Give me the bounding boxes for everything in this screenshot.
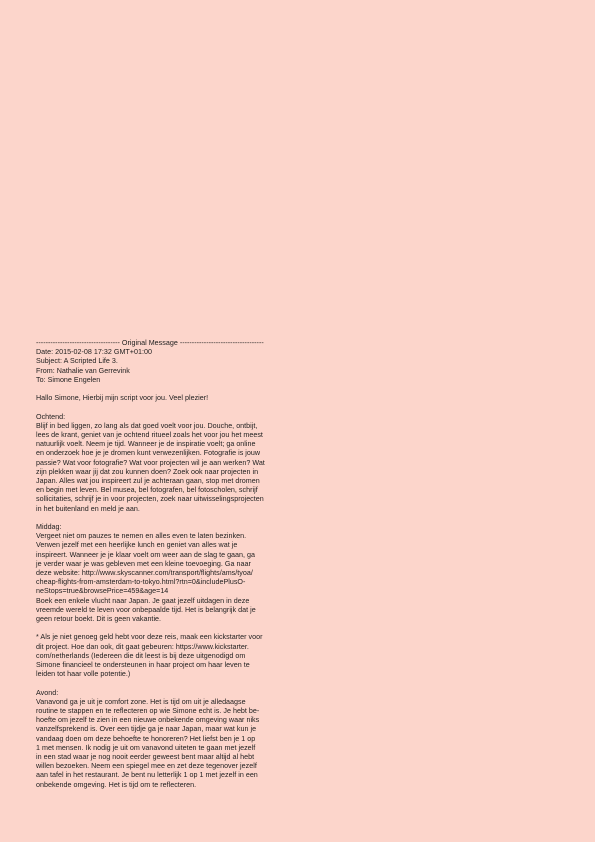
paragraph-line: sollicitaties, schrijf je in voor projecten, zoek naar uitwisselingsprojecten: [36, 495, 264, 504]
paragraph-line: routine te stappen en te reflecteren op wie Simone echt is. Je hebt be-: [36, 707, 260, 716]
paragraph-line: onbekende omgeving. Het is tijd om te reflecteren.: [36, 780, 197, 789]
email-date: Date: 2015-02-08 17:32 GMT+01:00: [36, 348, 152, 357]
paragraph-line: je verder waar je was gebleven met een kleine toevoeging. Ga naar: [36, 559, 251, 568]
paragraph-line: natuurlijk voelt. Neem je tijd. Wanneer je de inspiratie voelt; ga online: [36, 440, 256, 449]
skyscanner-link-line[interactable]: deze website: http://www.skyscanner.com/transport/flights/ams/tyoa/: [36, 569, 253, 578]
paragraph-line: Vergeet niet om pauzes te nemen en alles even te laten bezinken.: [36, 532, 247, 541]
email-from: From: Nathalie van Gerrevink: [36, 366, 130, 375]
section-heading: Middag:: [36, 523, 62, 532]
paragraph-line: Vanavond ga je uit je comfort zone. Het is tijd om uit je alledaagse: [36, 697, 246, 706]
email-to: To: Simone Engelen: [36, 375, 101, 384]
paragraph-line: aan tafel in het restaurant. Je bent nu letterlijk 1 op 1 met jezelf in een: [36, 771, 258, 780]
paragraph-line: in een stad waar je nog nooit eerder geweest bent maar altijd al hebt: [36, 753, 255, 762]
paragraph-line: vanzelfsprekend is. Over een tijdje ga je naar Japan, maar wat kun je: [36, 725, 257, 734]
paragraph-line: hoefte om jezelf te zien in een nieuwe onbekende omgeving waar niks: [36, 716, 260, 725]
kickstarter-link-line[interactable]: dit project. Hoe dan ook, dit gaat gebeuren: https://www.kickstarter.: [36, 642, 249, 651]
greeting: Hallo Simone, Hierbij mijn script voor jou. Veel plezier!: [36, 394, 209, 403]
paragraph-line: vreemde wereld te leven voor onbepaalde tijd. Het is belangrijk dat je: [36, 605, 256, 614]
section-heading: Ochtend:: [36, 412, 66, 421]
paragraph-line: inspireert. Wanneer je je klaar voelt om weer aan de slag te gaan, ga: [36, 550, 256, 559]
original-message-divider: ----------------------------------- Original Message -----------------------------------: [36, 339, 264, 347]
paragraph-line: lees de krant, geniet van je ochtend ritueel zoals het voor jou het meest: [36, 431, 263, 439]
skyscanner-link-line[interactable]: cheap-flights-from-amsterdam-to-tokyo.html?rtn=0&includePlusO-: [36, 578, 246, 587]
spacer: [36, 385, 298, 394]
paragraph-line: passie? Wat voor fotografie? Wat voor projecten wil je aan werken? Wat: [36, 458, 265, 467]
paragraph-line: leiden tot haar volle potentie.): [36, 670, 131, 679]
paragraph-line: geen retour boekt. Dit is geen vakantie.: [36, 615, 162, 624]
paragraph-line: en begin met leven. Bel musea, bel fotografen, bel fotoscholen, schrijf: [36, 486, 258, 495]
paragraph-line: 1 met mensen. Ik nodig je uit om vanavond uiteten te gaan met jezelf: [36, 743, 256, 752]
section-ochtend: [36, 413, 298, 514]
paragraph-line: en onderzoek hoe je je dromen kunt verwezenlijken. Fotografie is jouw: [36, 449, 261, 458]
spacer: [36, 514, 298, 523]
section-heading: Avond:: [36, 688, 59, 697]
email-header: [36, 339, 298, 385]
paragraph-line: * Als je niet genoeg geld hebt voor deze reis, maak een kickstarter voor: [36, 633, 263, 642]
paragraph-line: in het buitenland en meld je aan.: [36, 504, 140, 513]
email-subject: Subject: A Scripted Life 3.: [36, 357, 118, 366]
paragraph-line: zijn plekken waar jij dat zou kunnen doen? Zoek ook naar projecten in: [36, 467, 259, 476]
paragraph-line: Simone financieel te ondersteunen in haar project om haar leven te: [36, 661, 250, 670]
section-middag: [36, 523, 298, 624]
kickstarter-link-line[interactable]: com/netherlands (Iedereen die dit leest is bij deze uitgenodigd om: [36, 651, 246, 660]
paragraph-line: Boek een enkele vlucht naar Japan. Je gaat jezelf uitdagen in deze: [36, 596, 250, 605]
spacer: [36, 679, 298, 688]
spacer: [36, 403, 298, 412]
paragraph-line: Verwen jezelf met een heerlijke lunch en geniet van alles wat je: [36, 541, 238, 550]
section-avond: [36, 689, 298, 790]
spacer: [36, 624, 298, 633]
email-letter: [36, 339, 298, 790]
paragraph-line: Blijf in bed liggen, zo lang als dat goed voelt voor jou. Douche, ontbijt,: [36, 421, 258, 430]
paragraph-line: Japan. Alles wat jou inspireert zul je achteraan gaan, stop met dromen: [36, 477, 260, 486]
paragraph-line: willen bezoeken. Neem een spiegel mee en zet deze tegenover jezelf: [36, 762, 257, 771]
paragraph-line: vandaag doen om deze behoefte te honoreren? Het liefst ben je 1 op: [36, 734, 256, 743]
skyscanner-link-line[interactable]: neStops=true&browsePrice=459&age=14: [36, 587, 169, 596]
kickstarter-note: [36, 633, 298, 679]
